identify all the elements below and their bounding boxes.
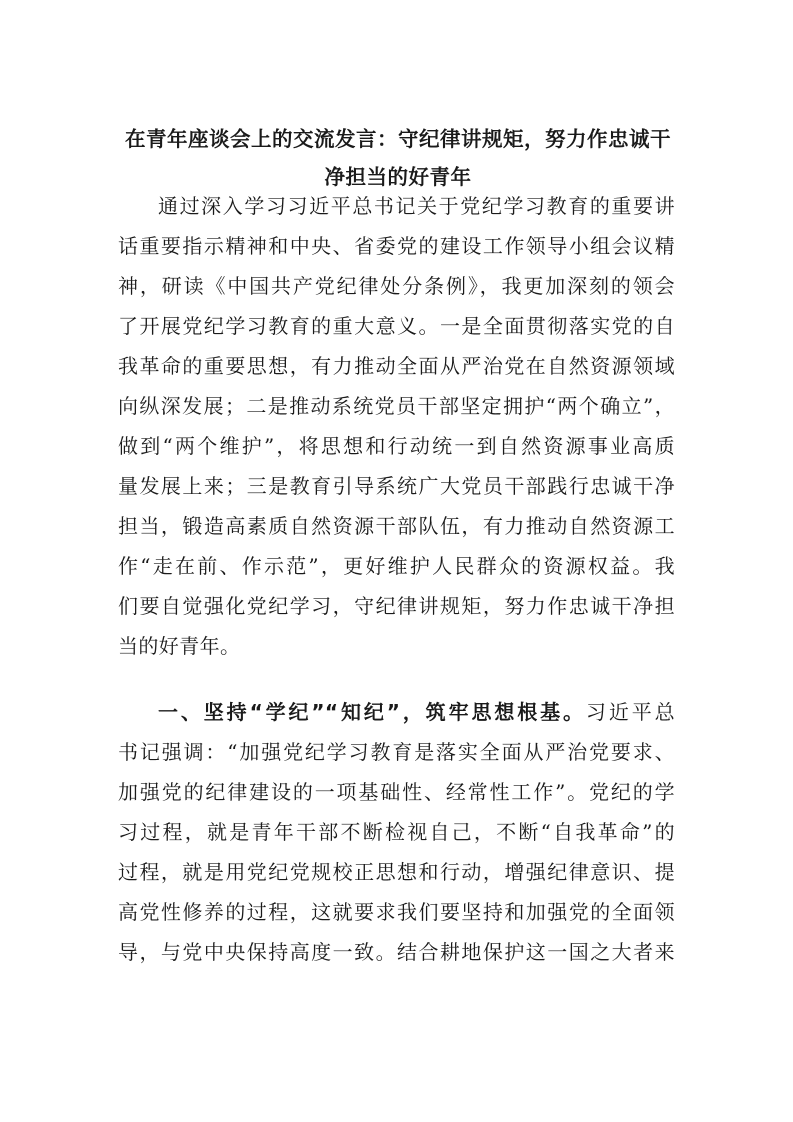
section-1-heading-continuation: 习近平总 — [585, 700, 675, 724]
document-title — [118, 120, 678, 196]
paragraph-line: 书记强调：“加强党纪学习教育是落实全面从严治党要求、 — [118, 740, 675, 764]
paragraph-line: 们要自觉强化党纪学习，守纪律讲规矩，努力作忠诚干净担 — [118, 594, 675, 618]
paragraph-line: 了开展党纪学习教育的重大意义。一是全面贯彻落实党的自 — [118, 314, 675, 338]
paragraph-line: 我革命的重要思想，有力推动全面从严治党在自然资源领域 — [118, 354, 675, 378]
title-line-1: 在青年座谈会上的交流发言：守纪律讲规矩，努力作忠诚干 — [125, 127, 671, 151]
paragraph-line: 高党性修养的过程，这就要求我们要坚持和加强党的全面领 — [118, 900, 675, 924]
paragraph-line: 通过深入学习习近平总书记关于党纪学习教育的重要讲 — [158, 194, 675, 218]
paragraph-line: 当的好青年。 — [118, 634, 241, 658]
section-heading-line — [158, 692, 675, 732]
paragraph-line: 向纵深发展；二是推动系统党员干部坚定拥护“两个确立”， — [118, 394, 675, 418]
paragraph-line: 习过程，就是青年干部不断检视自己，不断“自我革命”的 — [118, 820, 675, 844]
paragraph-line: 量发展上来；三是教育引导系统广大党员干部践行忠诚干净 — [118, 474, 675, 498]
paragraph-line: 做到“两个维护”，将思想和行动统一到自然资源事业高质 — [118, 434, 675, 458]
paragraph-line: 过程，就是用党纪党规校正思想和行动，增强纪律意识、提 — [118, 860, 675, 884]
paragraph-line: 神，研读《中国共产党纪律处分条例》，我更加深刻的领会 — [118, 274, 675, 298]
paragraph-line: 导，与党中央保持高度一致。结合耕地保护这一国之大者来 — [118, 940, 675, 964]
paragraph-line: 担当，锻造高素质自然资源干部队伍，有力推动自然资源工 — [118, 514, 675, 538]
section-1-heading: 一、坚持“学纪”“知纪”，筑牢思想根基。 — [158, 700, 586, 724]
paragraph-line: 加强党的纪律建设的一项基础性、经常性工作”。党纪的学 — [118, 780, 675, 804]
paragraph-line: 作“走在前、作示范”，更好维护人民群众的资源权益。我 — [118, 554, 675, 578]
paragraph-line: 话重要指示精神和中央、省委党的建设工作领导小组会议精 — [118, 234, 675, 258]
title-line-2: 净担当的好青年 — [324, 165, 472, 189]
